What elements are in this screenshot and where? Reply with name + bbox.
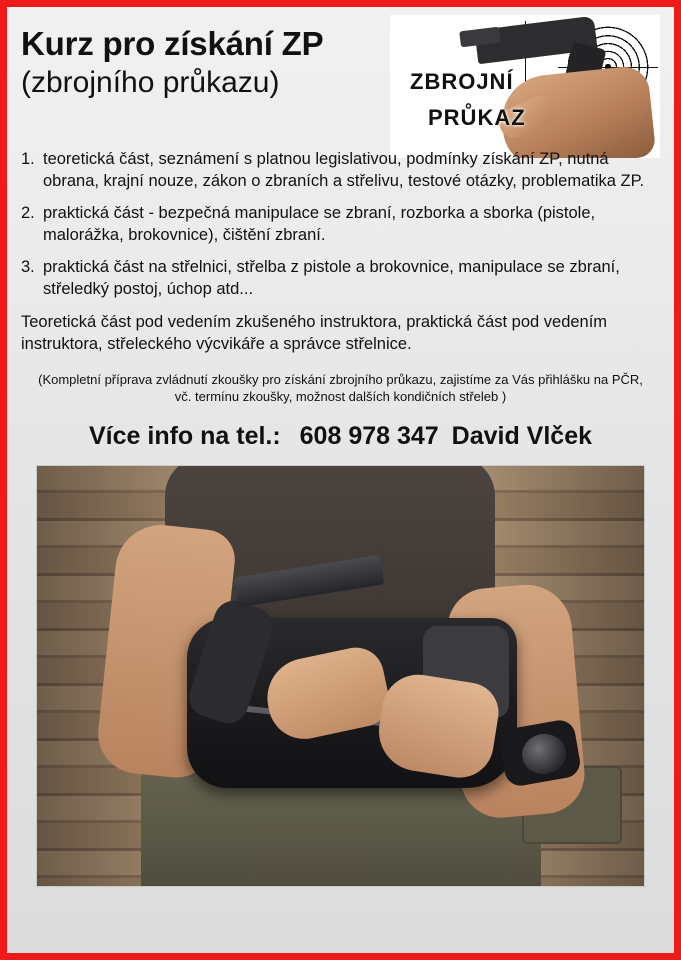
list-item-text: praktická část na střelnici, střelba z pistole a brokovnice, manipulace se zbraní, střeledký postoj, úchop atd... bbox=[43, 257, 620, 298]
list-item bbox=[21, 257, 660, 301]
note-paragraph: (Kompletní příprava zvládnutí zkoušky pro získání zbrojního průkazu, zajistíme za Vás přihlášku na PČR, vč. termínu zkoušky, možnost dalších kondičních střeleb ) bbox=[38, 371, 643, 405]
list-item bbox=[21, 203, 660, 247]
page-title: Kurz pro získání ZP bbox=[21, 25, 324, 62]
logo-word-primary: ZBROJNÍ bbox=[410, 69, 514, 94]
list-item-number: 2. bbox=[21, 203, 35, 222]
logo-word-secondary: PRŮKAZ bbox=[428, 105, 526, 130]
list-item-text: teoretická část, seznámení s platnou legislativou, podmínky získání ZP, nutná obrana, krajní nouze, zákon o zbraních a střelivu, testové otázky, problematika ZP. bbox=[43, 150, 645, 190]
contact-name: David Vlček bbox=[451, 421, 592, 450]
course-parts-list bbox=[21, 149, 660, 301]
poster-body bbox=[21, 149, 660, 451]
description-paragraph: Teoretická část pod vedením zkušeného instruktora, praktická část pod vedením instruktora, střeleckého výcvikáře a správce střelnice. bbox=[21, 312, 608, 353]
page-subtitle: (zbrojního průkazu) bbox=[21, 65, 280, 99]
contact-line bbox=[21, 422, 660, 451]
logo-graphic bbox=[390, 15, 660, 158]
contact-label: Více info na tel.: bbox=[89, 421, 281, 450]
list-item bbox=[21, 149, 660, 193]
list-item-text: praktická část - bezpečná manipulace se zbraní, rozborka a sborka (pistole, malorážka, brokovnice), čištění zbraní. bbox=[43, 203, 596, 244]
poster-content bbox=[7, 7, 674, 953]
list-item-number: 3. bbox=[21, 257, 35, 276]
list-item-number: 1. bbox=[21, 150, 35, 168]
poster-header bbox=[21, 15, 660, 135]
photo-pistol-in-waist-bag bbox=[36, 465, 645, 887]
contact-phone[interactable]: 608 978 347 bbox=[299, 421, 439, 450]
